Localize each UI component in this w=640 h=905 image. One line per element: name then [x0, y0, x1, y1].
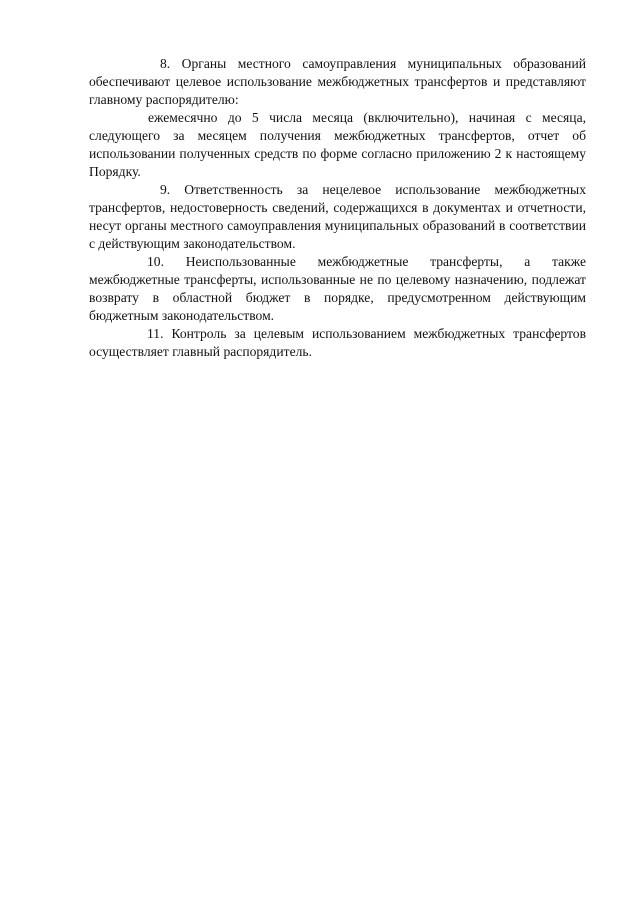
document-body: [89, 55, 586, 361]
paragraph-10: 10. Неиспользованные межбюджетные трансферты, а также межбюджетные трансферты, использованные не по целевому назначению, подлежат возврату в областной бюджет в порядке, предусмотренном действующим бюджетным законодательством.: [89, 254, 586, 323]
paragraph-8-subitem: ежемесячно до 5 числа месяца (включительно), начиная с месяца, следующего за месяцем получения межбюджетных трансфертов, отчет об использовании полученных средств по форме согласно приложению 2 к настоящему Порядку.: [89, 110, 586, 179]
paragraph-9: 9. Ответственность за нецелевое использование межбюджетных трансфертов, недостоверность сведений, содержащихся в документах и отчетности, несут органы местного самоуправления муниципальных образований в соответствии с действующим законодательством.: [89, 182, 586, 251]
paragraph-8: 8. Органы местного самоуправления муниципальных образований обеспечивают целевое использование межбюджетных трансфертов и представляют главному распорядителю:: [89, 56, 586, 107]
paragraph-11: 11. Контроль за целевым использованием межбюджетных трансфертов осуществляет главный распорядитель.: [89, 326, 586, 359]
